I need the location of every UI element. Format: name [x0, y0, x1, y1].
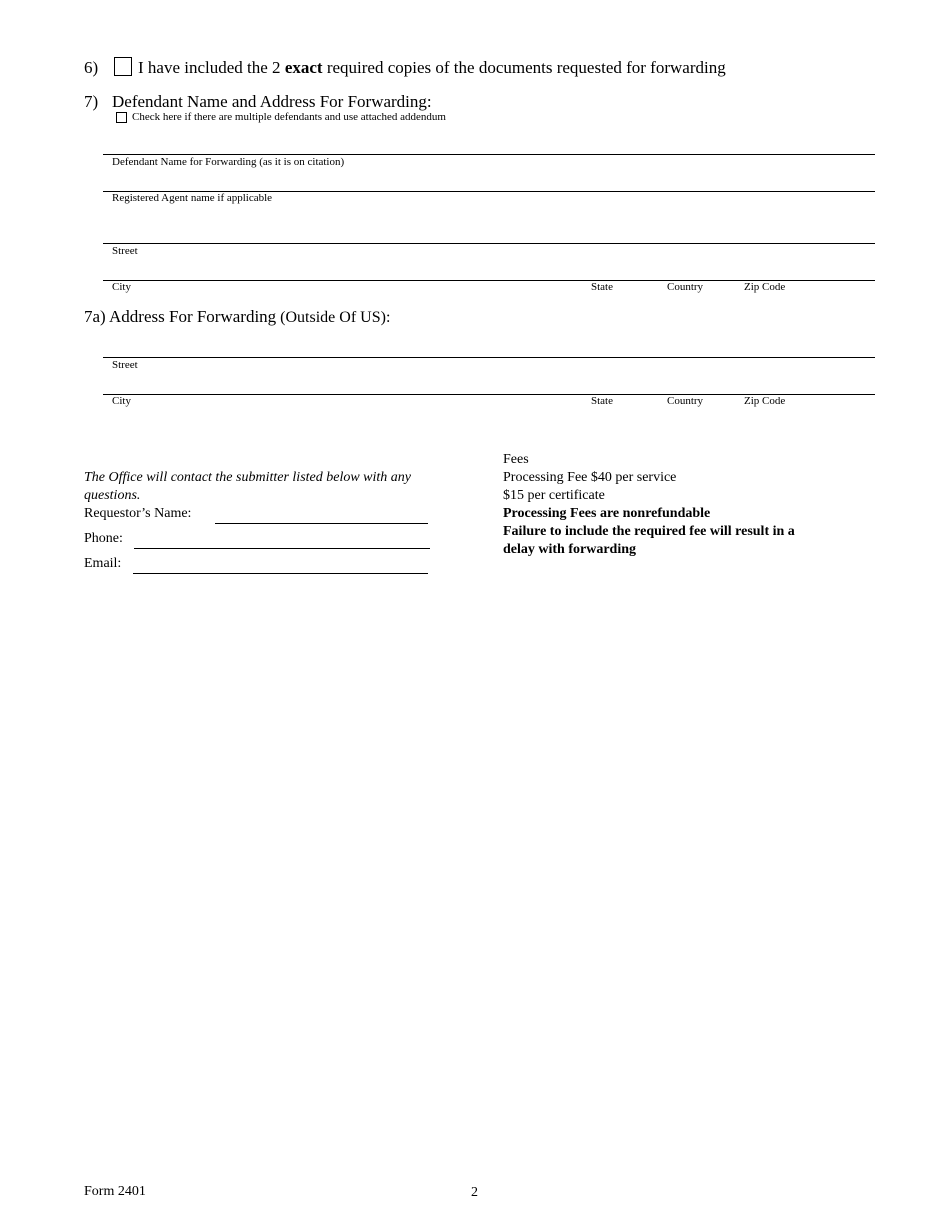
state-label: State	[591, 281, 613, 293]
item6-text-bold: exact	[284, 58, 323, 77]
email-label: Email:	[84, 556, 122, 571]
item7a-heading-paren: (Outside Of US):	[280, 309, 391, 326]
email-field[interactable]	[133, 573, 428, 574]
foreign-zip-label: Zip Code	[744, 395, 786, 407]
certificate-fee: $15 per certificate	[503, 488, 605, 503]
foreign-state-label: State	[591, 395, 613, 407]
item6-checkbox[interactable]	[114, 57, 132, 76]
item6-text-before: I have included the 2	[138, 58, 281, 77]
fee-warning-line2: delay with forwarding	[503, 542, 636, 557]
page-number: 2	[471, 1185, 478, 1200]
country-label: Country	[667, 281, 704, 293]
defendant-name-label: Defendant Name for Forwarding (as it is on citation)	[112, 156, 345, 168]
item7a-heading	[84, 307, 390, 327]
item6-text-after: required copies of the documents requested for forwarding	[326, 58, 726, 77]
phone-label: Phone:	[84, 531, 123, 546]
item6-number: 6)	[84, 58, 99, 77]
city-label: City	[112, 281, 131, 293]
processing-fee: Processing Fee $40 per service	[503, 470, 677, 485]
street-line[interactable]	[103, 243, 875, 244]
foreign-street-line[interactable]	[103, 357, 875, 358]
multiple-defendants-label: Check here if there are multiple defendants and use attached addendum	[132, 111, 446, 123]
item7a-heading-main: 7a) Address For Forwarding	[84, 307, 277, 326]
requestor-name-field[interactable]	[215, 523, 428, 524]
item7-number: 7)	[84, 92, 99, 111]
foreign-street-label: Street	[112, 359, 138, 371]
contact-note-line2: questions.	[84, 488, 141, 503]
item7-heading: Defendant Name and Address For Forwarding:	[112, 92, 432, 111]
multiple-defendants-checkbox[interactable]	[116, 112, 127, 123]
requestor-name-label: Requestor’s Name:	[84, 506, 192, 521]
defendant-name-line[interactable]	[103, 154, 875, 155]
foreign-country-label: Country	[667, 395, 704, 407]
contact-note-line1: The Office will contact the submitter listed below with any	[84, 470, 412, 485]
form-number: Form 2401	[84, 1184, 146, 1199]
fees-title: Fees	[503, 452, 529, 467]
street-label: Street	[112, 245, 138, 257]
fees-nonrefundable: Processing Fees are nonrefundable	[503, 506, 711, 521]
registered-agent-label: Registered Agent name if applicable	[112, 192, 273, 204]
zip-label: Zip Code	[744, 281, 786, 293]
fee-warning-line1: Failure to include the required fee will result in a	[503, 524, 795, 539]
phone-field[interactable]	[134, 548, 430, 549]
item6-statement	[138, 58, 726, 78]
foreign-city-label: City	[112, 395, 131, 407]
